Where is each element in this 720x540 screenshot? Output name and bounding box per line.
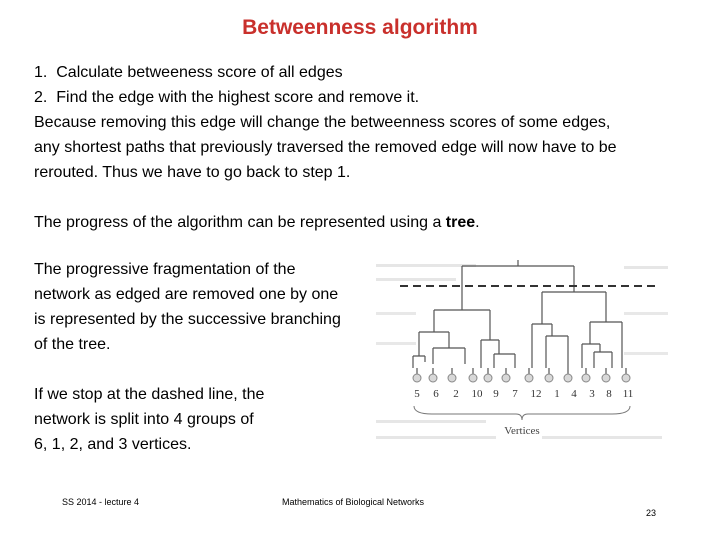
leaf-label-11: 8 [606,388,612,400]
paragraph-3-line-1: The progressive fragmentation of the [34,261,296,278]
paragraph-1-line-3: rerouted. Thus we have to go back to step 1. [34,164,351,181]
left-column-text [34,257,384,457]
footer-course-title: Mathematics of Biological Networks [282,497,425,507]
paragraph-3-line-4: of the tree. [34,336,111,353]
leaf-label-5: 9 [493,388,499,400]
dendrogram-tree [413,260,626,374]
step-1 [34,60,694,85]
paragraph-3-line-2: network as edged are removed one by one [34,286,339,303]
paragraph-4-line-1: If we stop at the dashed line, the [34,386,265,403]
paragraph-4-line-3: 6, 1, 2, and 3 vertices. [34,436,192,453]
leaf-label-10: 3 [589,388,595,400]
paragraph-2-prefix: The progress of the algorithm can be represented using a [34,214,446,231]
paragraph-2 [34,210,694,235]
leaf-label-1: 5 [414,388,420,400]
leaf-label-7: 12 [530,388,542,400]
dendrogram-figure [372,252,672,462]
paragraph-2-bold-word: tree [445,214,476,231]
leaf-label-9: 4 [571,388,577,400]
step-2-text: Find the edge with the highest score and remove it. [56,89,420,106]
vertices-axis-label: Vertices [504,425,540,437]
vertices-bracket [414,406,630,420]
leaf-label-12: 11 [622,388,634,400]
paragraph-4-line-2: network is split into 4 groups of [34,411,254,428]
leaf-label-3: 2 [453,388,459,400]
paragraph-3-line-3: is represented by the successive branching [34,311,341,328]
paragraph-1-line-2: any shortest paths that previously traversed the removed edge will now have to be [34,139,617,156]
step-2 [34,85,694,110]
footer-course: SS 2014 - lecture 4 [62,497,140,507]
paragraph-2-suffix: . [475,214,480,231]
leaf-label-4: 10 [471,388,483,400]
main-text [34,60,694,235]
step-1-text: Calculate betweeness score of all edges [56,64,343,81]
slide-title: Betweenness algorithm [242,16,478,39]
paragraph-1-line-1: Because removing this edge will change the betweenness scores of some edges, [34,114,611,131]
step-2-number: 2. [34,89,48,106]
footer-page-number: 23 [646,508,657,518]
leaf-nodes [413,374,630,382]
leaf-label-2: 6 [433,388,439,400]
leaf-label-8: 1 [554,388,560,400]
leaf-label-6: 7 [512,388,518,400]
step-1-number: 1. [34,64,48,81]
